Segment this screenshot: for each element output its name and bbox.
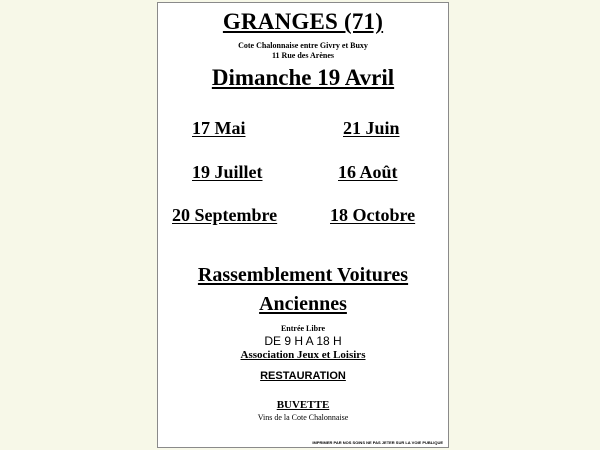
- date-item: 20 Septembre: [172, 205, 278, 225]
- buvette-label: BUVETTE: [276, 399, 330, 411]
- date-item: 19 Juillet: [192, 162, 263, 182]
- event-title-line1: Rassemblement Voitures: [197, 264, 409, 286]
- print-footer: IMPRIMER PAR NOS SOINS NE PAS JETER SUR LA VOIE PUBLIQUE: [312, 440, 443, 445]
- entry-note: Entrée Libre: [280, 324, 326, 333]
- event-poster: [157, 2, 449, 448]
- date-item: 16 Août: [338, 162, 398, 182]
- main-date: Dimanche 19 Avril: [211, 65, 395, 90]
- poster-address: 11 Rue des Arènes: [272, 51, 334, 60]
- date-item: 18 Octobre: [330, 205, 416, 225]
- poster-title: GRANGES (71): [222, 9, 384, 34]
- organizer: Association Jeux et Loisirs: [240, 349, 366, 361]
- poster-subtitle: Cote Chalonnaise entre Givry et Buxy: [238, 41, 368, 50]
- event-title-line2: Anciennes: [259, 293, 347, 315]
- restauration-label: RESTAURATION: [260, 370, 346, 382]
- wine-note: Vins de la Cote Chalonnaise: [257, 413, 349, 422]
- date-item: 17 Mai: [192, 118, 246, 138]
- opening-hours: DE 9 H A 18 H: [264, 334, 342, 348]
- date-item: 21 Juin: [343, 118, 400, 138]
